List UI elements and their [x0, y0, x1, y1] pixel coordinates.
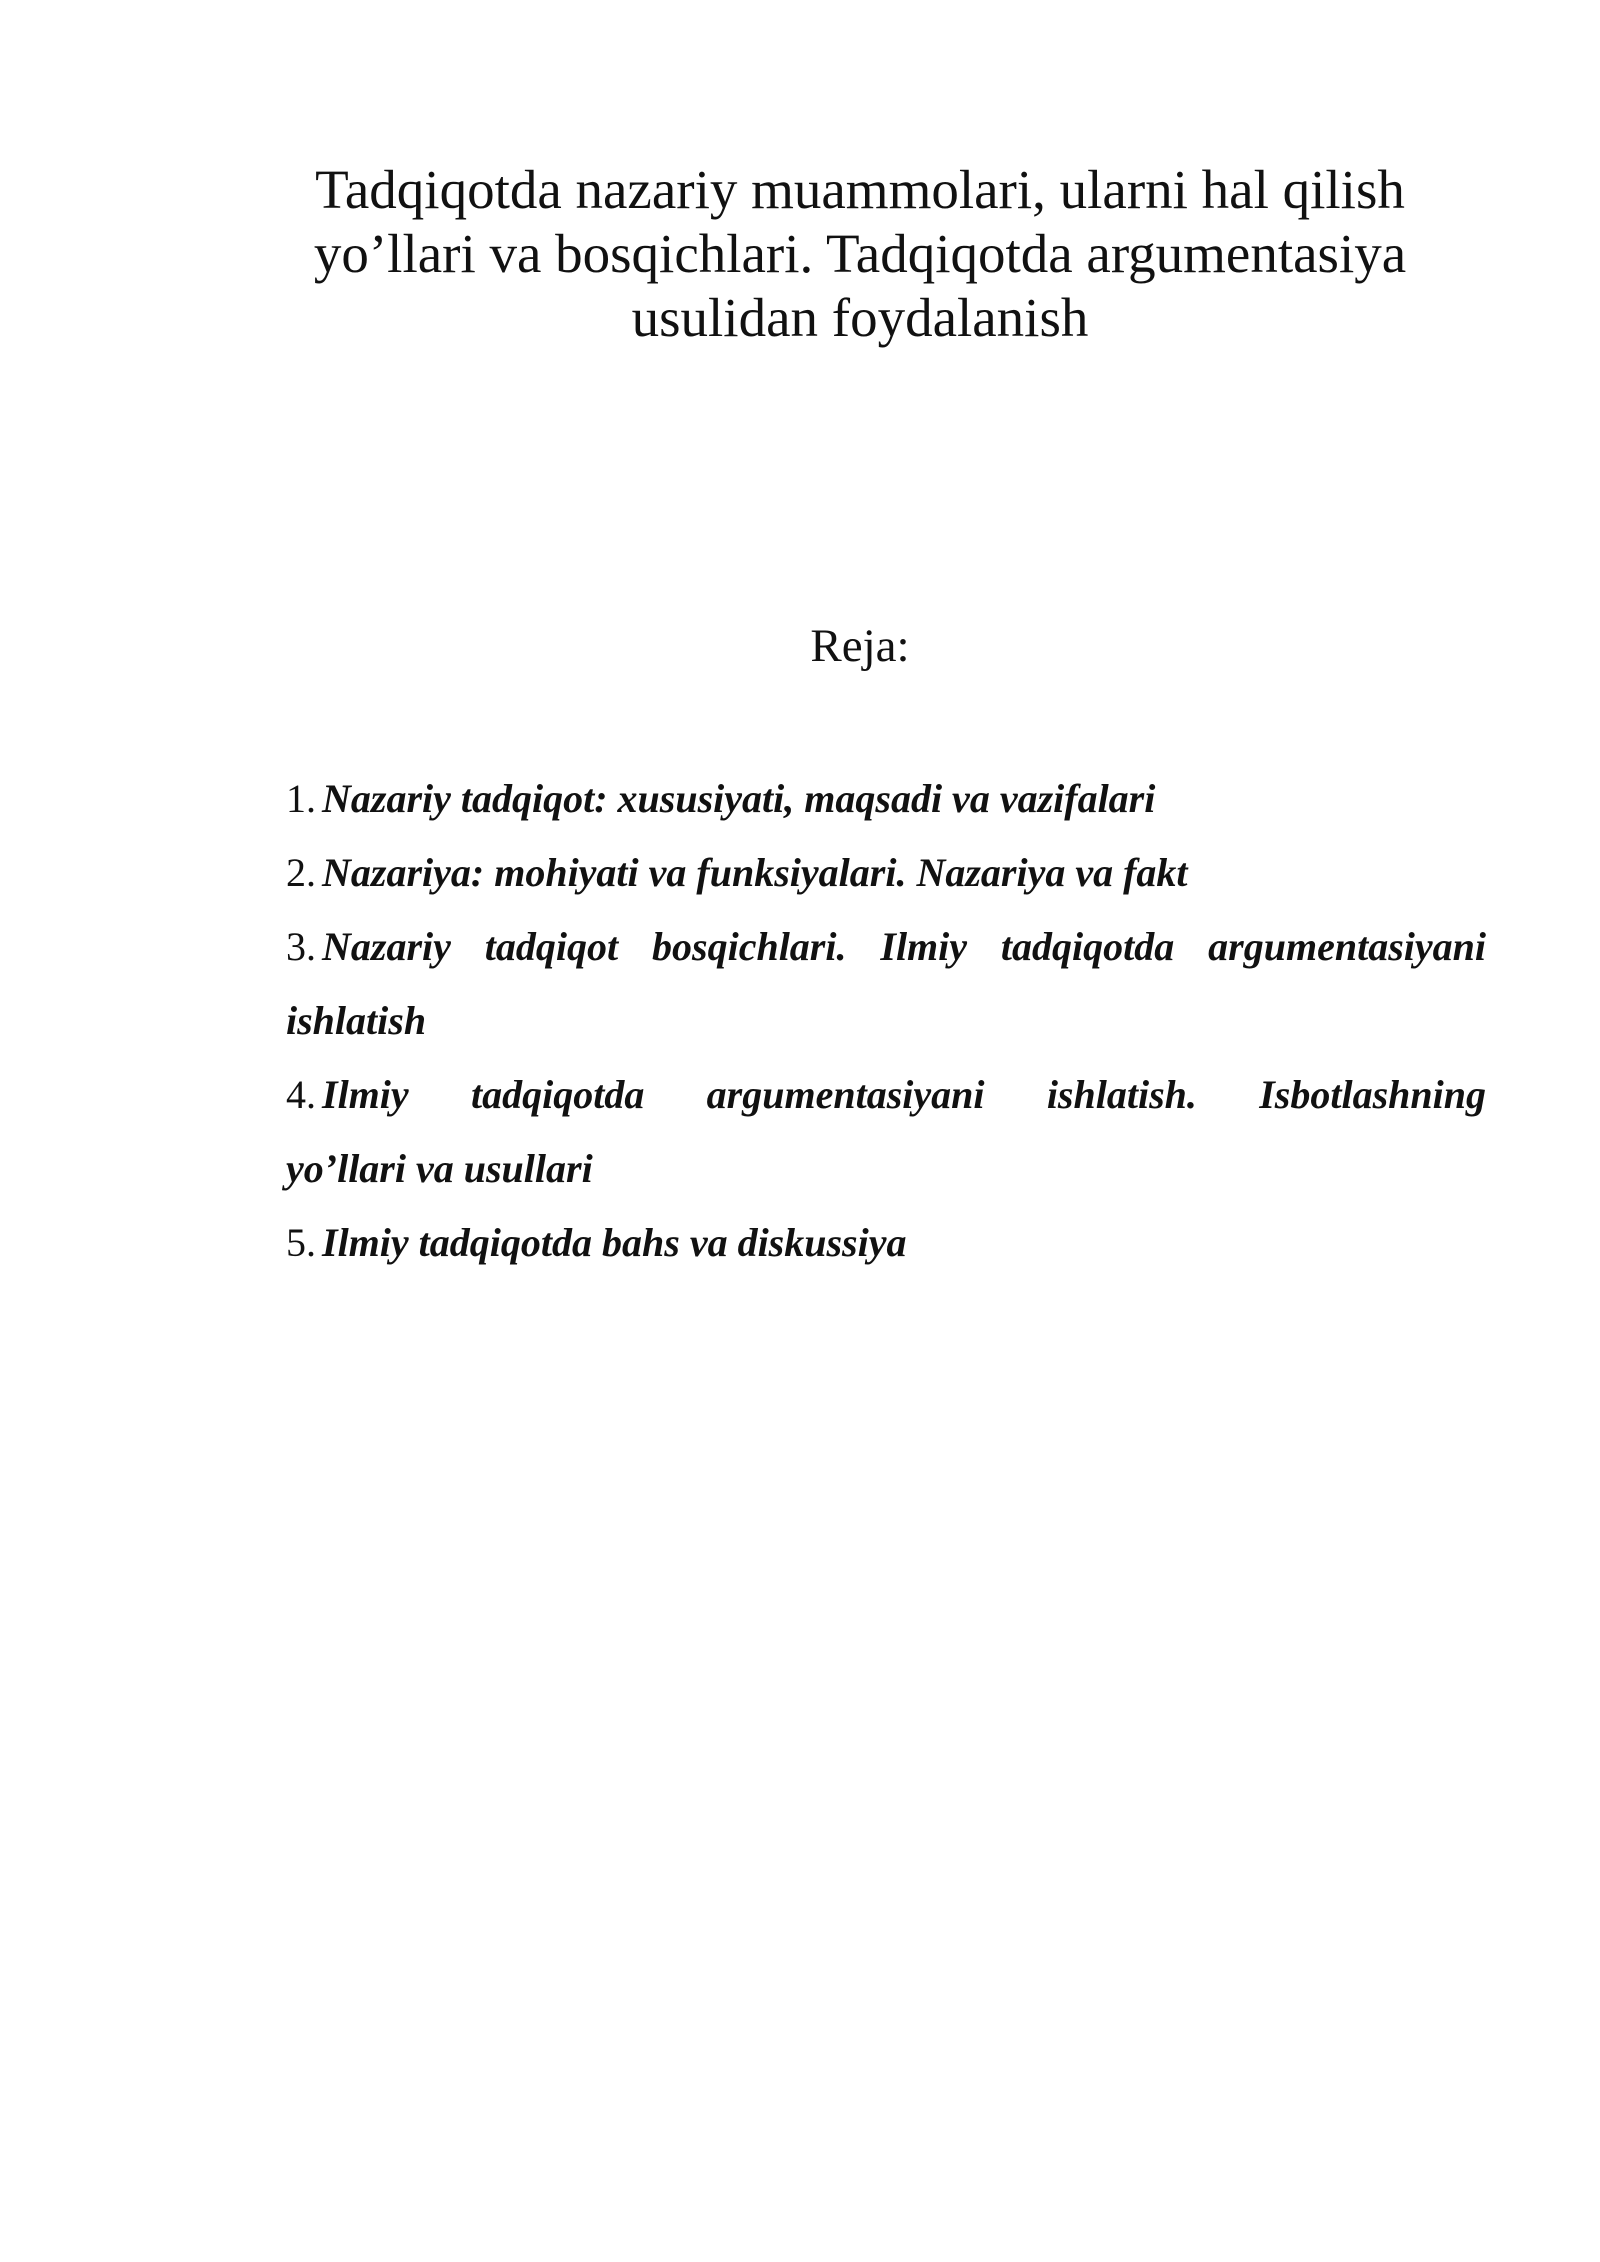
plan-item-5 [286, 1206, 1486, 1280]
plan-item-number: 3. [286, 924, 316, 969]
plan-heading: Reja: [810, 620, 910, 672]
plan-item-4 [286, 1058, 1486, 1206]
title-line-3: usulidan foydalanish [631, 287, 1089, 348]
plan-item-line [286, 910, 1486, 984]
plan-item-text-line-2: ishlatish [286, 998, 427, 1043]
plan-item-text: Ilmiy tadqiqotda bahs va diskussiya [322, 1220, 907, 1265]
plan-item-3 [286, 910, 1486, 1058]
plan-item-number: 2. [286, 850, 316, 895]
plan-item-text-line-1: Nazariy tadqiqot bosqichlari. Ilmiy tadqiqotda argumentasiyani [322, 924, 1486, 969]
plan-item-line [286, 1132, 1486, 1206]
plan-item-line [286, 1058, 1486, 1132]
plan-item-1 [286, 762, 1486, 836]
plan-item-text-line-2: yo’llari va usullari [286, 1146, 593, 1191]
plan-item-number: 5. [286, 1220, 316, 1265]
plan-item-text: Nazariy tadqiqot: xususiyati, maqsadi va vazifalari [322, 776, 1156, 821]
title-line-1: Tadqiqotda nazariy muammolari, ularni hal qilish [315, 159, 1405, 220]
plan-item-text-line-1: Ilmiy tadqiqotda argumentasiyani ishlatish. Isbotlashning [322, 1072, 1486, 1117]
title-line-2: yo’llari va bosqichlari. Tadqiqotda argumentasiya [313, 223, 1407, 284]
plan-item-line [286, 984, 1486, 1058]
plan-item-number: 1. [286, 776, 316, 821]
plan-item-number: 4. [286, 1072, 316, 1117]
document-title [250, 158, 1470, 350]
plan-item-2 [286, 836, 1486, 910]
plan-item-text: Nazariya: mohiyati va funksiyalari. Nazariya va fakt [322, 850, 1188, 895]
plan-list [286, 762, 1486, 1280]
